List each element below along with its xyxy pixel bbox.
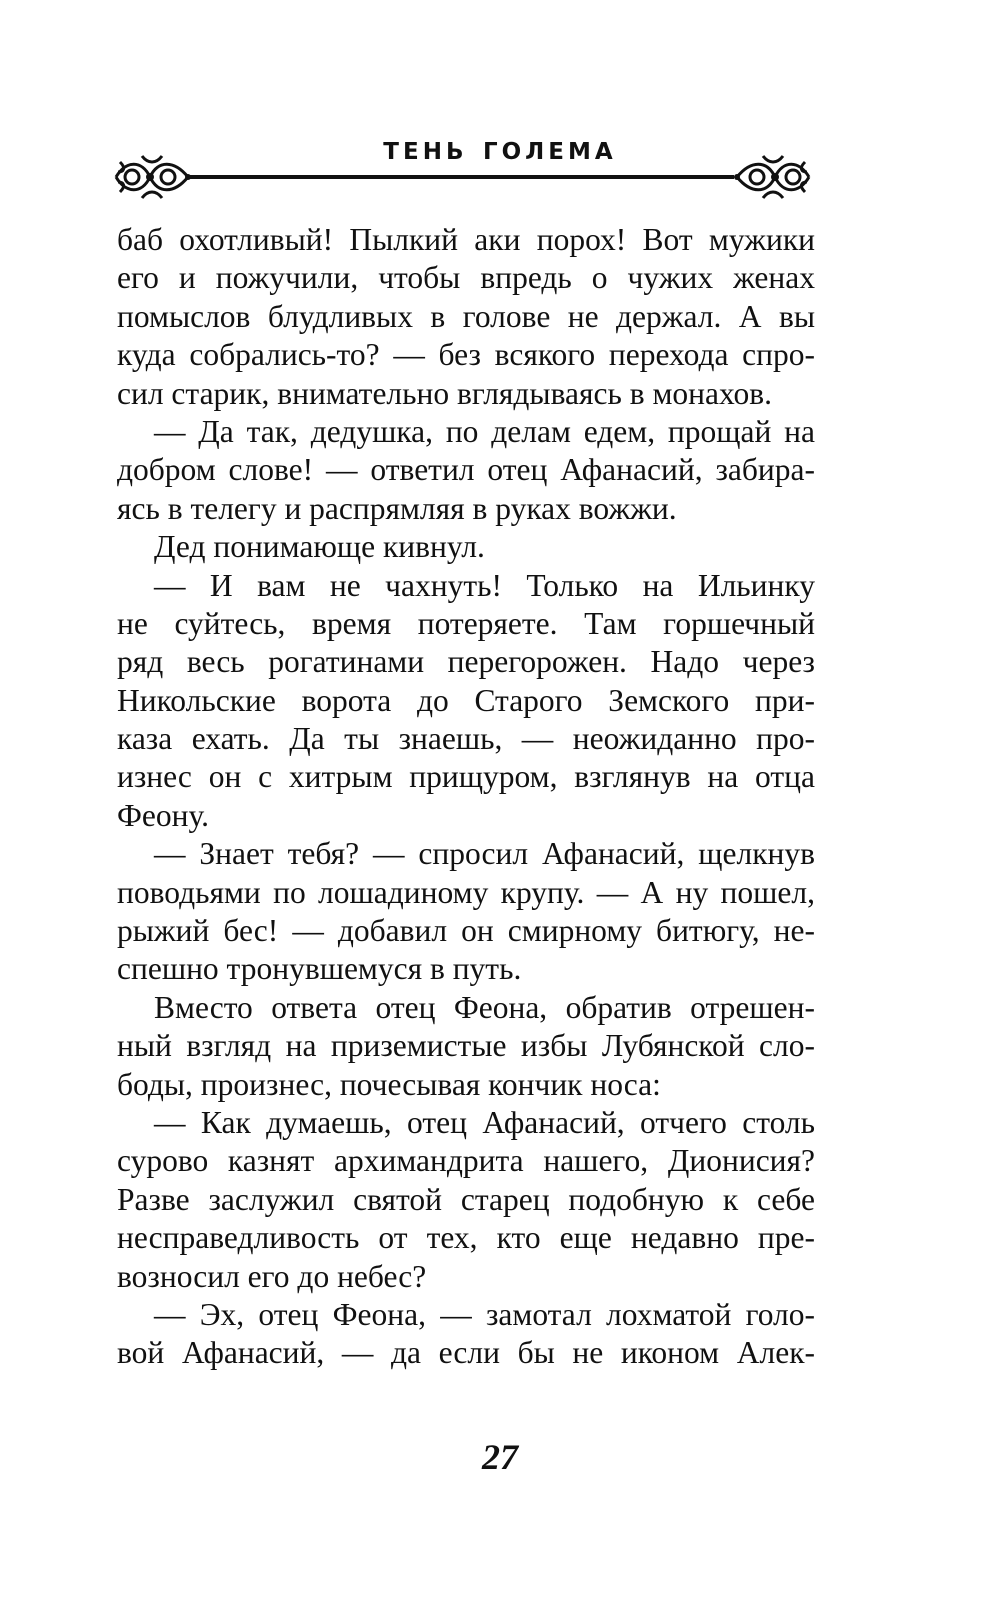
page-number: 27 [482,1437,518,1477]
text-line: — Знает тебя? — спросил Афанасий, щелкнув [154,836,815,872]
text-line: добром слове! — ответил отец Афанасий, забира- [117,452,815,488]
text-line: боды, произнес, почесывая кончик носа: [117,1066,661,1102]
text-line: несправедливость от тех, кто еще недавно пре- [117,1220,815,1256]
text-line: — Эх, отец Феона, — замотал лохматой голо- [154,1296,815,1332]
text-line: — Как думаешь, отец Афанасий, отчего столь [154,1104,815,1140]
header-rule [190,175,734,179]
text-line: его и пожучили, чтобы впредь о чужих женах [117,260,815,296]
body-text [117,221,815,1373]
text-line: ряд весь рогатинами перегорожен. Надо через [117,644,815,680]
running-header-title: тень голема [383,128,617,167]
text-line: баб охотливый! Пылкий аки порох! Вот мужики [117,222,815,257]
text-line: сурово казнят архимандрита нашего, Дионисия? [117,1143,815,1179]
text-line: поводьями по лошадиному крупу. — А ну пошел, [117,874,815,910]
text-line: Дед понимающе кивнул. [154,529,485,565]
text-line: помыслов блудливых в голове не держал. А вы [117,298,815,334]
text-line: каза ехать. Да ты знаешь, — неожиданно про- [117,721,815,757]
text-line: Феону. [117,797,209,833]
text-line: — Да так, дедушка, по делам едем, прощай на [154,413,815,449]
text-line: ный взгляд на приземистые избы Лубянской сло- [117,1028,815,1064]
text-line: вой Афанасий, — да если бы не иконом Алек- [117,1335,815,1371]
text-line: Никольские ворота до Старого Земского при- [117,682,815,718]
text-line: сил старик, внимательно вглядываясь в монахов. [117,375,773,411]
text-line: не суйтесь, время потеряете. Там горшечный [117,605,815,641]
ornament-right-icon [733,150,813,204]
text-line: Вместо ответа отец Феона, обратив отрешен- [154,989,815,1025]
text-line: ясь в телегу и распрямляя в руках вожжи. [117,490,677,526]
text-line: спешно тронувшемуся в путь. [117,951,522,987]
text-line: — И вам не чахнуть! Только на Ильинку [154,567,815,603]
text-line: изнес он с хитрым прищуром, взглянув на отца [117,759,815,795]
text-line: Разве заслужил святой старец подобную к себе [117,1181,815,1217]
text-line: рыжий бес! — добавил он смирному битюгу, не- [117,913,815,949]
text-line: куда собрались-то? — без всякого перехода спро- [117,337,815,373]
text-line: возносил его до небес? [117,1258,427,1294]
